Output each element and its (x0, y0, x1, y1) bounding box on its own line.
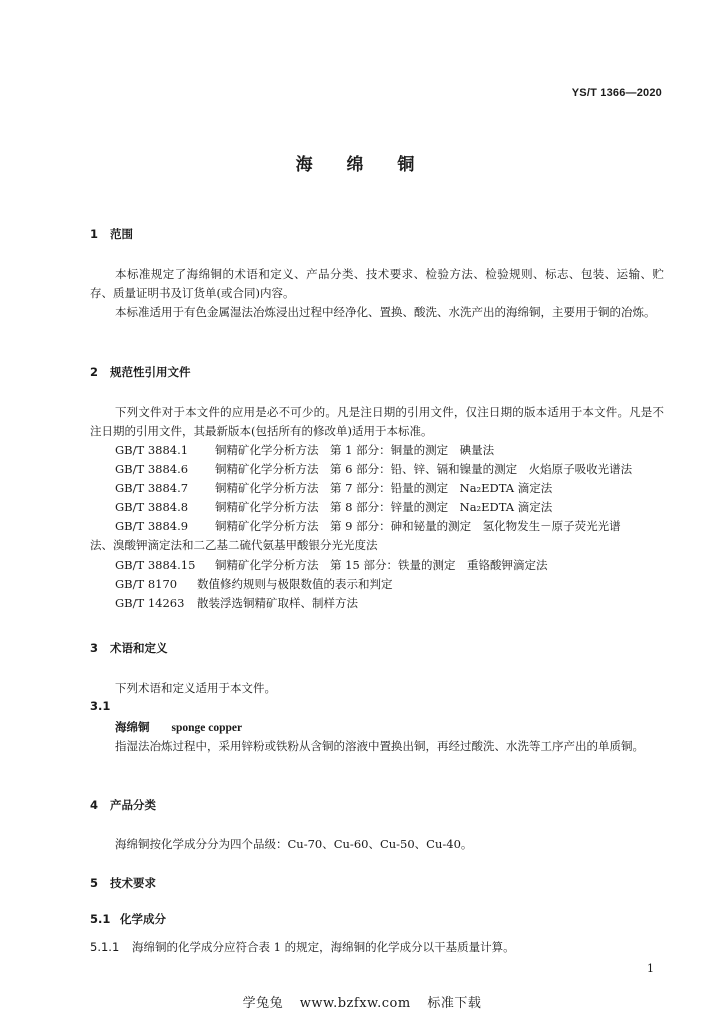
reference-text: 铜精矿化学分析方法 第 15 部分：铁量的测定 重铬酸钾滴定法 (215, 558, 548, 572)
reference-code: GB/T 3884.15 (115, 558, 196, 572)
reference-code: GB/T 3884.1 (115, 443, 189, 457)
subsection-title: 化学成分 (120, 912, 166, 926)
section-title: 范围 (110, 227, 133, 241)
section-number: 5 (90, 876, 99, 890)
section-3-heading (90, 640, 168, 656)
reference-line (115, 479, 552, 498)
footer-slogan: 标准下载 (427, 996, 482, 1011)
clause-number: 5.1.1 (90, 940, 120, 954)
standard-code: YS/T 1366—2020 (571, 87, 662, 99)
reference-text: 法、溴酸钾滴定法和二乙基二硫代氨基甲酸银分光光度法 (90, 538, 378, 552)
section-title: 技术要求 (110, 876, 156, 890)
footer-site-name: 学兔兔 (242, 996, 284, 1011)
reference-line (115, 517, 621, 536)
document-title: 海 绵 铜 (295, 155, 429, 175)
reference-text: 铜精矿化学分析方法 第 1 部分：铜量的测定 碘量法 (215, 443, 495, 457)
reference-line (115, 556, 547, 575)
section-number: 3 (90, 641, 99, 655)
section-5-heading (90, 875, 156, 891)
section-2-heading (90, 364, 191, 380)
reference-text: 铜精矿化学分析方法 第 7 部分：铅量的测定 Na₂EDTA 滴定法 (215, 481, 553, 495)
section-number: 4 (90, 798, 99, 812)
reference-text: 铜精矿化学分析方法 第 6 部分：铅、锌、镉和镍量的测定 火焰原子吸收光谱法 (215, 462, 633, 476)
section-number: 2 (90, 365, 99, 379)
section-number: 1 (90, 227, 99, 241)
term-definition: 指湿法冶炼过程中，采用锌粉或铁粉从含铜的溶液中置换出铜，再经过酸洗、水洗等工序产出的单质铜。 (115, 739, 644, 753)
term-entry (115, 719, 242, 735)
term-number: 3.1 (90, 699, 111, 713)
footer-watermark (0, 992, 724, 1011)
reference-line (115, 441, 494, 460)
reference-code: GB/T 3884.6 (115, 462, 189, 476)
reference-line (115, 594, 358, 613)
reference-line (115, 575, 393, 594)
reference-text: 铜精矿化学分析方法 第 9 部分：砷和铋量的测定 氢化物发生－原子荧光光谱 (215, 519, 621, 533)
reference-text: 铜精矿化学分析方法 第 8 部分：锌量的测定 Na₂EDTA 滴定法 (215, 500, 553, 514)
reference-line (115, 460, 632, 479)
section-2-intro: 下列文件对于本文件的应用是必不可少的。凡是注日期的引用文件，仅注日期的版本适用于本文件。凡是不注日期的引用文件，其最新版本(包括所有的修改单)适用于本标准。 (90, 405, 664, 438)
section-title: 规范性引用文件 (110, 365, 191, 379)
reference-text: 散装浮选铜精矿取样、制样方法 (197, 596, 358, 610)
section-1-heading (90, 226, 133, 242)
term-english: sponge copper (171, 722, 243, 734)
section-1-paragraph-1: 本标准规定了海绵铜的术语和定义、产品分类、技术要求、检验方法、检验规则、标志、包装、运输、贮存、质量证明书及订货单(或合同)内容。 (90, 267, 664, 300)
footer-url[interactable]: www.bzfxw.com (299, 996, 411, 1011)
reference-code: GB/T 8170 (115, 577, 178, 591)
reference-text: 数值修约规则与极限数值的表示和判定 (197, 577, 393, 591)
section-4-heading (90, 797, 156, 813)
reference-code: GB/T 3884.7 (115, 481, 189, 495)
section-3-intro: 下列术语和定义适用于本文件。 (115, 681, 276, 695)
subsection-5-1-heading (90, 911, 166, 927)
section-title: 术语和定义 (110, 641, 168, 655)
page-number: 1 (647, 962, 654, 975)
clause-5-1-1 (90, 938, 515, 957)
section-1-paragraph-2: 本标准适用于有色金属湿法冶炼浸出过程中经净化、置换、酸洗、水洗产出的海绵铜，主要用于铜的冶炼。 (115, 305, 656, 319)
reference-line (115, 498, 552, 517)
clause-text: 海绵铜的化学成分应符合表 1 的规定，海绵铜的化学成分以干基质量计算。 (132, 940, 515, 954)
reference-code: GB/T 3884.8 (115, 500, 189, 514)
reference-code: GB/T 14263 (115, 596, 185, 610)
subsection-number: 5.1 (90, 912, 111, 926)
reference-code: GB/T 3884.9 (115, 519, 189, 533)
term-chinese: 海绵铜 (115, 720, 150, 734)
section-4-text: 海绵铜按化学成分分为四个品级：Cu-70、Cu-60、Cu-50、Cu-40。 (115, 837, 473, 851)
reference-line-continuation (90, 536, 378, 555)
section-title: 产品分类 (110, 798, 156, 812)
